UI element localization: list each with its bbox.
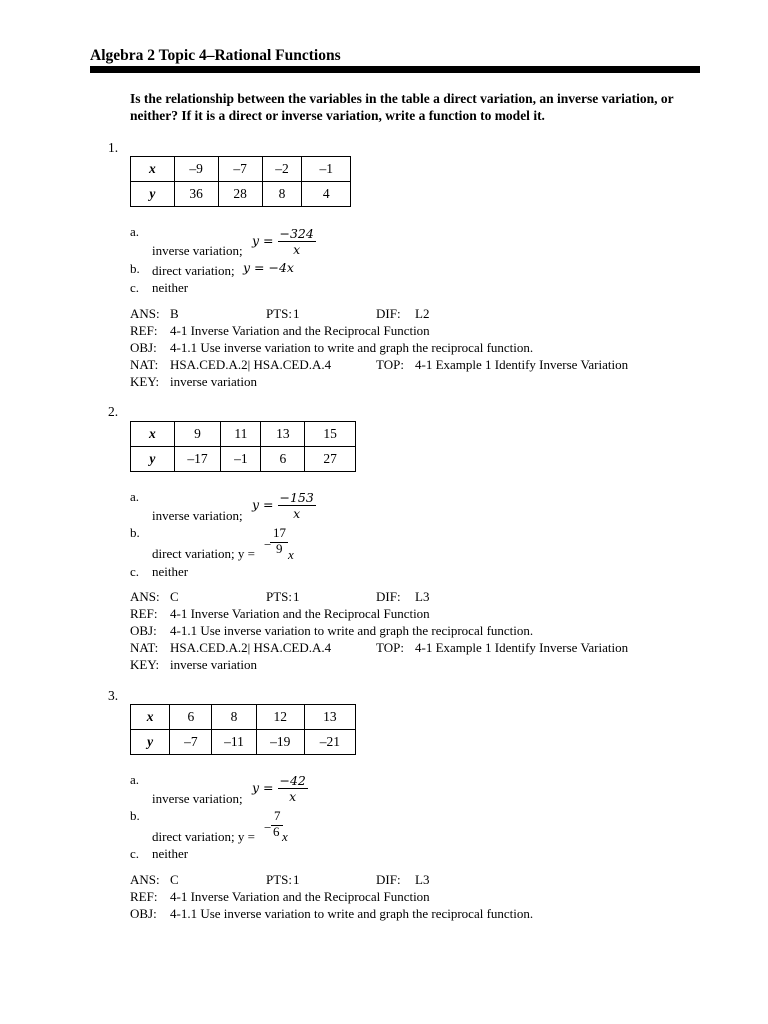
table-row (131, 705, 356, 730)
table-cell: 13 (261, 422, 305, 447)
key-value: inverse variation (170, 374, 257, 389)
table-header-y: y (131, 447, 175, 472)
ref-line (130, 606, 710, 623)
table-cell: 27 (305, 447, 356, 472)
ans-label: ANS: (130, 589, 160, 604)
obj-label: OBJ: (130, 623, 157, 638)
ans-line (130, 872, 710, 889)
option-b-letter: b. (130, 808, 140, 823)
table-cell: –19 (256, 730, 304, 755)
obj-label: OBJ: (130, 906, 157, 921)
formula-lhs: y = (252, 497, 274, 512)
top-value: 4-1 Example 1 Identify Inverse Variation (415, 640, 629, 655)
table-cell: –1 (302, 157, 351, 182)
obj-label: OBJ: (130, 340, 157, 355)
fraction (278, 490, 316, 521)
ref-line (130, 323, 710, 340)
obj-value: 4-1.1 Use inverse variation to write and graph the reciprocal function. (170, 906, 534, 921)
top-label: TOP: (376, 640, 404, 655)
option-b-letter: b. (130, 261, 140, 276)
table-cell: 8 (212, 705, 256, 730)
table-cell: 6 (170, 705, 212, 730)
option-c-letter: c. (130, 564, 140, 579)
obj-value: 4-1.1 Use inverse variation to write and graph the reciprocal function. (170, 340, 534, 355)
fraction-denominator: 9 (276, 541, 283, 556)
fraction-numerator: 7 (274, 808, 281, 823)
ref-label: REF: (130, 323, 158, 338)
ref-value: 4-1 Inverse Variation and the Reciprocal Function (170, 889, 430, 904)
dif-value: L3 (415, 872, 430, 887)
dif-value: L3 (415, 589, 430, 604)
ans-line (130, 306, 710, 323)
key-line (130, 657, 710, 674)
nat-label: NAT: (130, 357, 159, 372)
option-c-text: neither (152, 280, 189, 295)
ref-line (130, 889, 710, 906)
option-a-letter: a. (130, 772, 140, 787)
pts-value: 1 (293, 589, 300, 604)
fraction (278, 773, 308, 804)
answer-metadata (130, 306, 710, 391)
option-a-text: inverse variation; (152, 243, 243, 258)
obj-line (130, 623, 710, 640)
obj-line (130, 340, 710, 357)
minus-sign: − (264, 820, 272, 835)
option-a-formula (252, 490, 316, 521)
option-a-text: inverse variation; (152, 508, 243, 523)
obj-value: 4-1.1 Use inverse variation to write and graph the reciprocal function. (170, 623, 534, 638)
ans-label: ANS: (130, 872, 160, 887)
ans-value: B (170, 306, 179, 321)
table-cell: 4 (302, 182, 351, 207)
option-c-letter: c. (130, 846, 140, 861)
fraction-denominator: 6 (273, 824, 280, 839)
formula-lhs: y = (252, 233, 274, 248)
table-cell: 6 (261, 447, 305, 472)
data-table (130, 421, 356, 472)
nat-line (130, 357, 710, 374)
data-table (130, 704, 356, 755)
fraction-denominator: x (289, 789, 297, 804)
table-cell: 11 (221, 422, 261, 447)
obj-line (130, 906, 710, 923)
table-cell: –1 (221, 447, 261, 472)
fraction-numerator: −153 (279, 490, 314, 505)
option-a-text: inverse variation; (152, 791, 243, 806)
option-a-formula (252, 773, 308, 804)
ans-value: C (170, 589, 179, 604)
table-cell: –9 (174, 157, 218, 182)
fraction-denominator: x (293, 506, 301, 521)
table-cell: 9 (174, 422, 221, 447)
table-header-x: x (131, 422, 175, 447)
option-b-text: direct variation; y = (152, 546, 255, 561)
nat-value: HSA.CED.A.2| HSA.CED.A.4 (170, 640, 332, 655)
table-cell: 15 (305, 422, 356, 447)
ref-value: 4-1 Inverse Variation and the Reciprocal Function (170, 606, 430, 621)
option-a-letter: a. (130, 489, 140, 504)
option-a-letter: a. (130, 224, 140, 239)
table-header-x: x (131, 157, 175, 182)
pts-value: 1 (293, 872, 300, 887)
table-cell: –17 (174, 447, 221, 472)
option-c-letter: c. (130, 280, 140, 295)
question-number: 3. (108, 688, 119, 703)
key-label: KEY: (130, 374, 160, 389)
table-header-x: x (131, 705, 170, 730)
nat-line (130, 640, 710, 657)
pts-label: PTS: (266, 872, 293, 887)
table-cell: 12 (256, 705, 304, 730)
instructions: Is the relationship between the variables in the table a direct variation, an inverse variation, or neither? If it is a direct or inverse variation, write a function to model it. (130, 91, 674, 123)
table-cell: –2 (262, 157, 302, 182)
title-rule (90, 66, 700, 73)
top-label: TOP: (376, 357, 404, 372)
option-b-letter: b. (130, 525, 140, 540)
formula-lhs: y = (252, 780, 274, 795)
key-value: inverse variation (170, 657, 257, 672)
option-b-text: direct variation; y = (152, 829, 255, 844)
table-cell: 8 (262, 182, 302, 207)
table-cell: –21 (304, 730, 355, 755)
ans-line (130, 589, 710, 606)
question-number: 2. (108, 404, 119, 419)
variable-x: x (282, 829, 288, 844)
dif-label: DIF: (376, 872, 401, 887)
nat-label: NAT: (130, 640, 159, 655)
table-cell: –11 (212, 730, 256, 755)
table-row (131, 182, 351, 207)
dif-label: DIF: (376, 589, 401, 604)
dif-value: L2 (415, 306, 430, 321)
table-cell: 28 (218, 182, 262, 207)
variable-x: x (288, 547, 294, 562)
fraction-numerator: −324 (279, 226, 314, 241)
question-number: 1. (108, 140, 119, 155)
ref-label: REF: (130, 606, 158, 621)
table-cell: –7 (218, 157, 262, 182)
option-b-formula: y = −4x (243, 260, 294, 275)
table-cell: 13 (304, 705, 355, 730)
pts-label: PTS: (266, 306, 293, 321)
table-row (131, 447, 356, 472)
ref-value: 4-1 Inverse Variation and the Reciprocal Function (170, 323, 430, 338)
option-b-text: direct variation; (152, 263, 235, 278)
fraction-denominator: x (293, 242, 301, 257)
pts-value: 1 (293, 306, 300, 321)
table-header-y: y (131, 730, 170, 755)
table-row (131, 422, 356, 447)
table-row (131, 157, 351, 182)
key-label: KEY: (130, 657, 160, 672)
answer-metadata (130, 872, 710, 923)
table-cell: –7 (170, 730, 212, 755)
page-title: Algebra 2 Topic 4–Rational Functions (90, 47, 341, 64)
pts-label: PTS: (266, 589, 293, 604)
data-table (130, 156, 351, 207)
fraction-numerator: 17 (273, 525, 286, 540)
ans-label: ANS: (130, 306, 160, 321)
option-a-formula (252, 226, 316, 257)
table-header-y: y (131, 182, 175, 207)
option-c-text: neither (152, 564, 189, 579)
key-line (130, 374, 710, 391)
nat-value: HSA.CED.A.2| HSA.CED.A.4 (170, 357, 332, 372)
answer-metadata (130, 589, 710, 674)
fraction-numerator: −42 (279, 773, 306, 788)
fraction (278, 226, 316, 257)
ref-label: REF: (130, 889, 158, 904)
table-cell: 36 (174, 182, 218, 207)
dif-label: DIF: (376, 306, 401, 321)
option-c-text: neither (152, 846, 189, 861)
minus-sign: − (264, 537, 272, 552)
ans-value: C (170, 872, 179, 887)
top-value: 4-1 Example 1 Identify Inverse Variation (415, 357, 629, 372)
table-row (131, 730, 356, 755)
